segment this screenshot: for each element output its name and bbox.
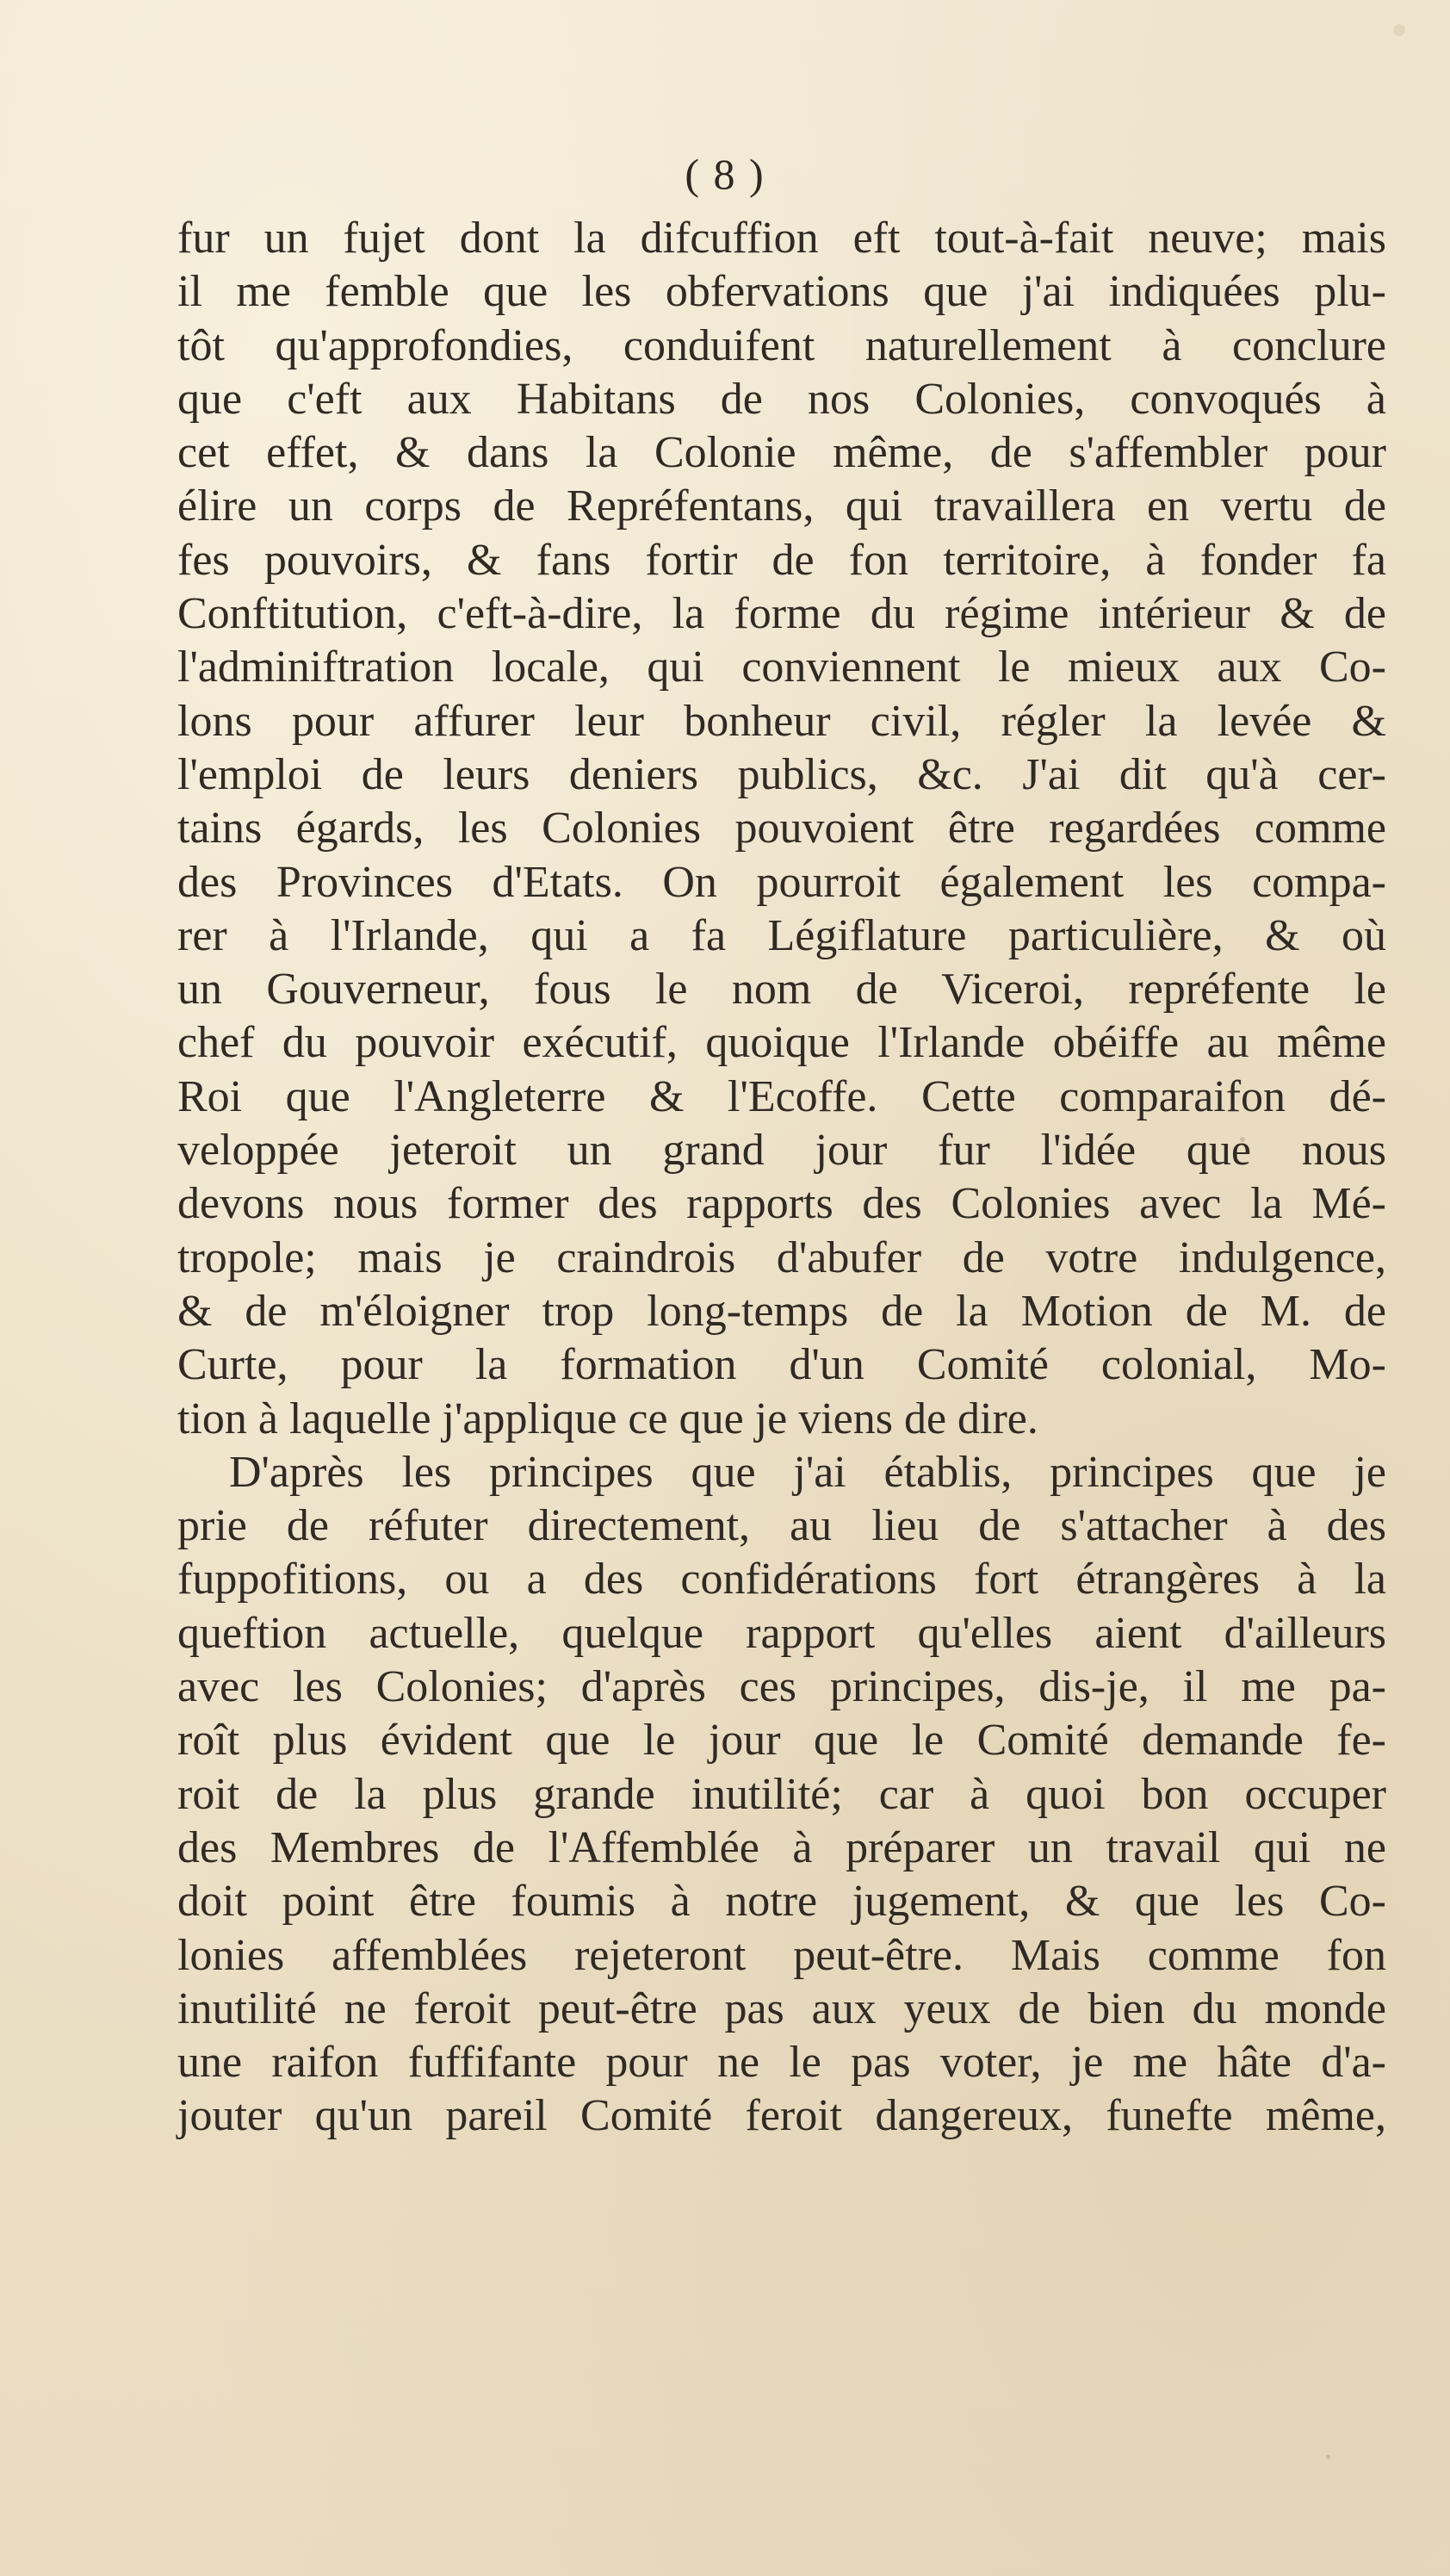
paper-speck <box>1326 2455 1330 2459</box>
text-line: des Membres de l'Affemblée à préparer un travail qui ne <box>177 1822 1386 1872</box>
text-line: veloppée jeteroit un grand jour fur l'idée que nous <box>177 1126 1386 1176</box>
text-line: fes pouvoirs, & fans fortir de fon territoire, à fonder fa <box>177 535 1386 585</box>
text-line: prie de réfuter directement, au lieu de s'attacher à des <box>177 1501 1386 1551</box>
page-number: ( 8 ) <box>685 150 765 198</box>
text-line: une raifon fuffifante pour ne le pas voter, je me hâte d'a- <box>177 2038 1386 2088</box>
text-line: chef du pouvoir exécutif, quoique l'Irlande obéiffe au même <box>177 1018 1386 1068</box>
text-line: des Provinces d'Etats. On pourroit également les compa- <box>177 857 1386 907</box>
text-line: il me femble que les obfervations que j'ai indiquées plu- <box>177 267 1386 317</box>
text-line: rer à l'Irlande, qui a fa Légiflature particulière, & où <box>177 910 1386 960</box>
paragraph-start-line: D'après les principes que j'ai établis, principes que je <box>229 1447 1386 1497</box>
text-line: tropole; mais je craindrois d'abufer de votre indulgence, <box>177 1232 1386 1282</box>
text-line: tains égards, les Colonies pouvoient être regardées comme <box>177 804 1386 853</box>
text-line: l'adminiftration locale, qui conviennent le mieux aux Co- <box>177 642 1386 692</box>
text-line: élire un corps de Repréfentans, qui travaillera en vertu de <box>177 481 1386 531</box>
text-line: l'emploi de leurs deniers publics, &c. J'ai dit qu'à cer- <box>177 749 1386 799</box>
paragraph-end-line: tion à laquelle j'applique ce que je viens de dire. <box>177 1394 1038 1443</box>
text-line: Curte, pour la formation d'un Comité colonial, Mo- <box>177 1340 1386 1390</box>
text-line: avec les Colonies; d'après ces principes, dis-je, il me pa- <box>177 1662 1386 1712</box>
text-line: lons pour affurer leur bonheur civil, régler la levée & <box>177 696 1386 746</box>
text-line: devons nous former des rapports des Colonies avec la Mé- <box>177 1179 1386 1229</box>
text-line: que c'eft aux Habitans de nos Colonies, convoqués à <box>177 374 1386 424</box>
text-line: Conftitution, c'eft-à-dire, la forme du régime intérieur & de <box>177 589 1386 639</box>
text-line: jouter qu'un pareil Comité feroit dangereux, funefte même, <box>177 2091 1386 2141</box>
text-line: tôt qu'approfondies, conduifent naturellement à conclure <box>177 320 1386 370</box>
text-line: un Gouverneur, fous le nom de Viceroi, repréfente le <box>177 965 1386 1015</box>
text-line: fuppofitions, ou a des confidérations fort étrangères à la <box>177 1555 1386 1605</box>
text-line: cet effet, & dans la Colonie même, de s'affembler pour <box>177 428 1386 478</box>
text-line: & de m'éloigner trop long-temps de la Motion de M. de <box>177 1286 1386 1336</box>
text-line: queftion actuelle, quelque rapport qu'elles aient d'ailleurs <box>177 1608 1386 1658</box>
text-line: doit point être foumis à notre jugement, & que les Co- <box>177 1877 1386 1927</box>
paper-stain <box>1393 24 1405 36</box>
text-line: fur un fujet dont la difcuffion eft tout-à-fait neuve; mais <box>177 214 1386 263</box>
text-line: inutilité ne feroit peut-être pas aux yeux de bien du monde <box>177 1983 1386 2033</box>
text-line: lonies affemblées rejeteront peut-être. Mais comme fon <box>177 1930 1386 1980</box>
text-line: roît plus évident que le jour que le Comité demande fe- <box>177 1716 1386 1766</box>
body-text <box>177 212 1386 2144</box>
text-line: Roi que l'Angleterre & l'Ecoffe. Cette comparaifon dé- <box>177 1071 1386 1121</box>
text-line: roit de la plus grande inutilité; car à quoi bon occuper <box>177 1769 1386 1819</box>
